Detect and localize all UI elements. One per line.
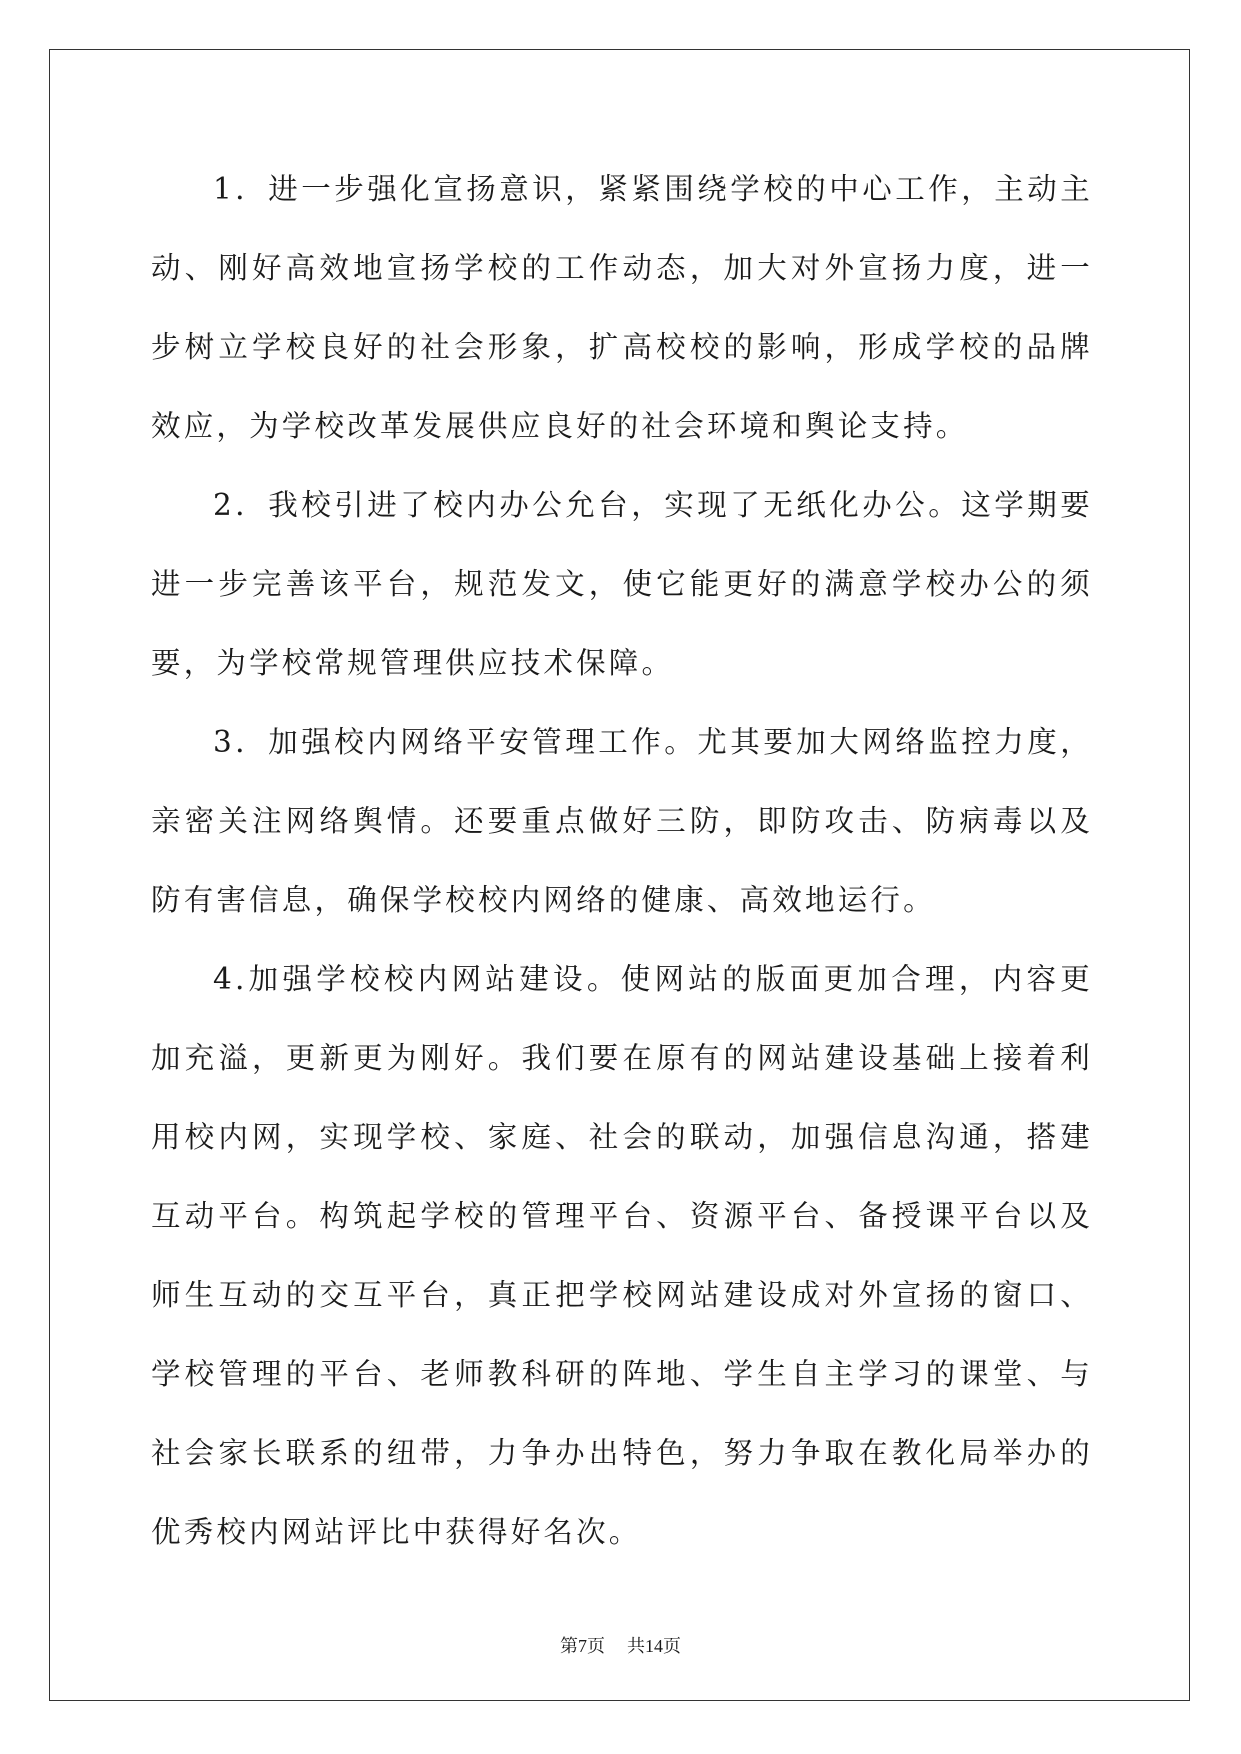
paragraph-1: 1．进一步强化宣扬意识，紧紧围绕学校的中心工作，主动主动、刚好高效地宣扬学校的工作动态，加大对外宣扬力度，进一步树立学校良好的社会形象，扩高校校的影响，形成学校的品牌效应，为学校改革发展供应良好的社会环境和舆论支持。: [151, 172, 1093, 443]
paragraph-2: 2．我校引进了校内办公允台，实现了无纸化办公。这学期要进一步完善该平台，规范发文，使它能更好的满意学校办公的须要，为学校常规管理供应技术保障。: [151, 488, 1093, 680]
document-body: [151, 150, 1093, 1572]
page-number: 第7页: [560, 1636, 605, 1656]
paragraph-4: 4.加强学校校内网站建设。使网站的版面更加合理，内容更加充溢，更新更为刚好。我们要在原有的网站建设基础上接着利用校内网，实现学校、家庭、社会的联动，加强信息沟通，搭建互动平台。构筑起学校的管理平台、资源平台、备授课平台以及师生互动的交互平台，真正把学校网站建设成对外宣扬的窗口、学校管理的平台、老师教科研的阵地、学生自主学习的课堂、与社会家长联系的纽带，力争办出特色，努力争取在教化局举办的优秀校内网站评比中获得好名次。: [151, 962, 1093, 1549]
page-total: 共14页: [627, 1636, 681, 1656]
paragraph-3: 3．加强校内网络平安管理工作。尤其要加大网络监控力度，亲密关注网络舆情。还要重点做好三防，即防攻击、防病毒以及防有害信息，确保学校校内网络的健康、高效地运行。: [151, 725, 1093, 917]
page-footer: [0, 1632, 1241, 1658]
